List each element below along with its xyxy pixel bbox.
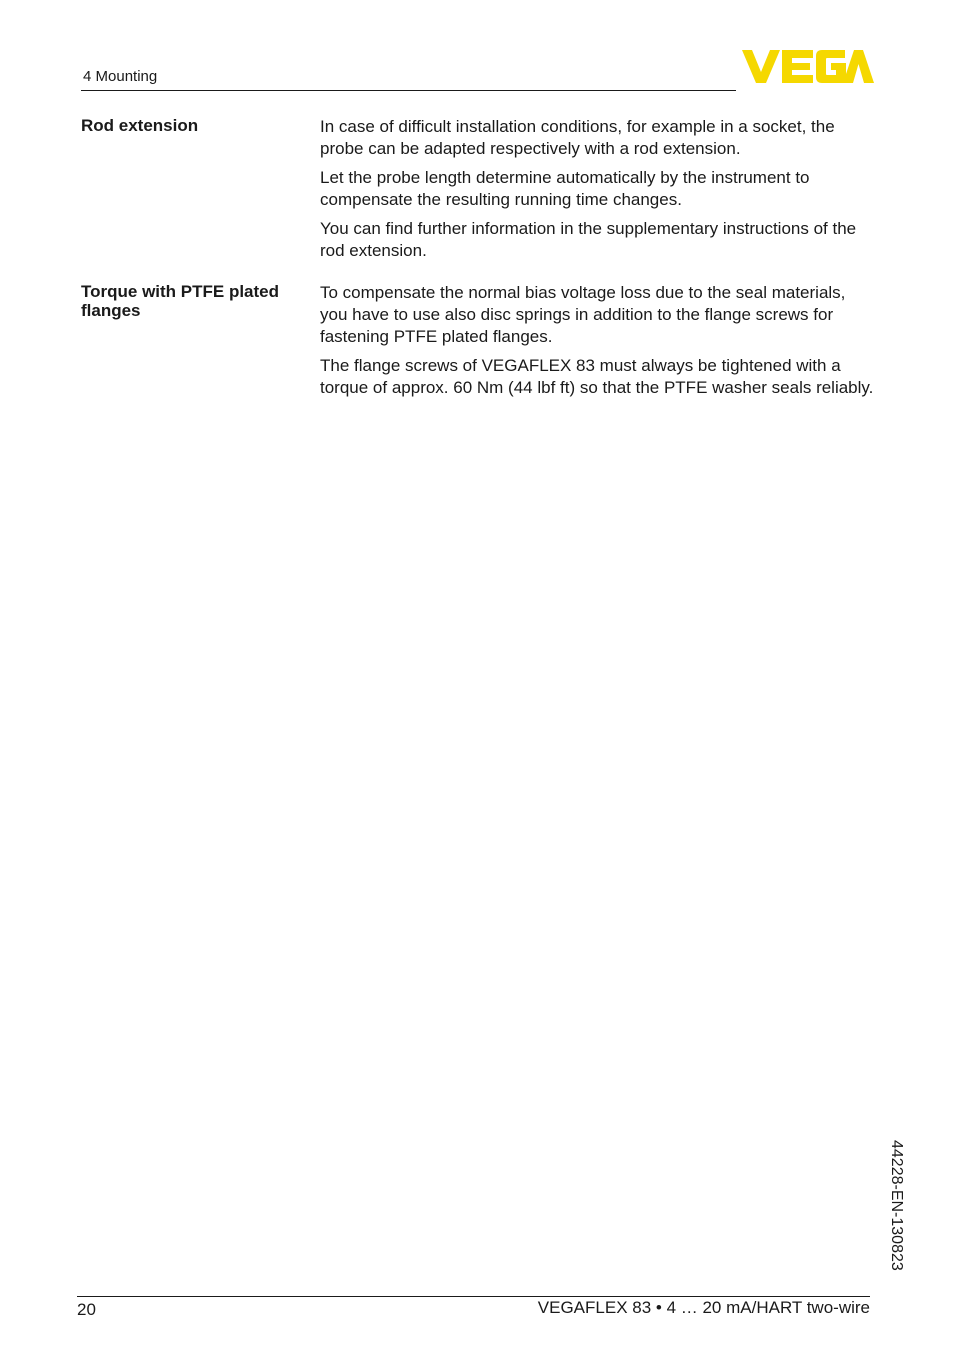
logo-letter-a [843, 50, 874, 83]
logo-letter-e [782, 50, 813, 83]
section-label: Torque with PTFE plated flanges [81, 282, 280, 320]
vega-logo-graphic [742, 50, 874, 84]
section-paragraph: In case of difficult installation conditions, for example in a socket, the probe can be adapted respectively with a rod extension. [320, 117, 835, 158]
document-code-vertical: 44228-EN-130823 [888, 1140, 905, 1271]
section-body [320, 282, 876, 406]
page-number: 20 [77, 1300, 96, 1319]
section-label: Rod extension [81, 116, 199, 135]
section-body [320, 116, 876, 269]
section-paragraph: You can find further information in the supplementary instructions of the rod extension. [320, 219, 857, 260]
footer-divider [77, 1296, 870, 1297]
section-paragraph: To compensate the normal bias voltage loss due to the seal materials, you have to use also disc springs in addition to the flange screws for fastening PTFE plated flanges. [320, 283, 846, 346]
section-paragraph: Let the probe length determine automatically by the instrument to compensate the resulting running time changes. [320, 168, 810, 209]
footer-document-title: VEGAFLEX 83 • 4 … 20 mA/HART two-wire [537, 1298, 870, 1317]
header-divider [81, 90, 736, 91]
logo-letter-g [816, 50, 846, 83]
section-paragraph: The flange screws of VEGAFLEX 83 must always be tightened with a torque of approx. 60 Nm (44 lbf ft) so that the PTFE washer seals reliably. [320, 356, 874, 397]
logo-letter-v [742, 50, 780, 83]
logo-letters [742, 50, 874, 83]
running-header-section: 4 Mounting [83, 68, 158, 85]
vega-logo [742, 50, 874, 84]
